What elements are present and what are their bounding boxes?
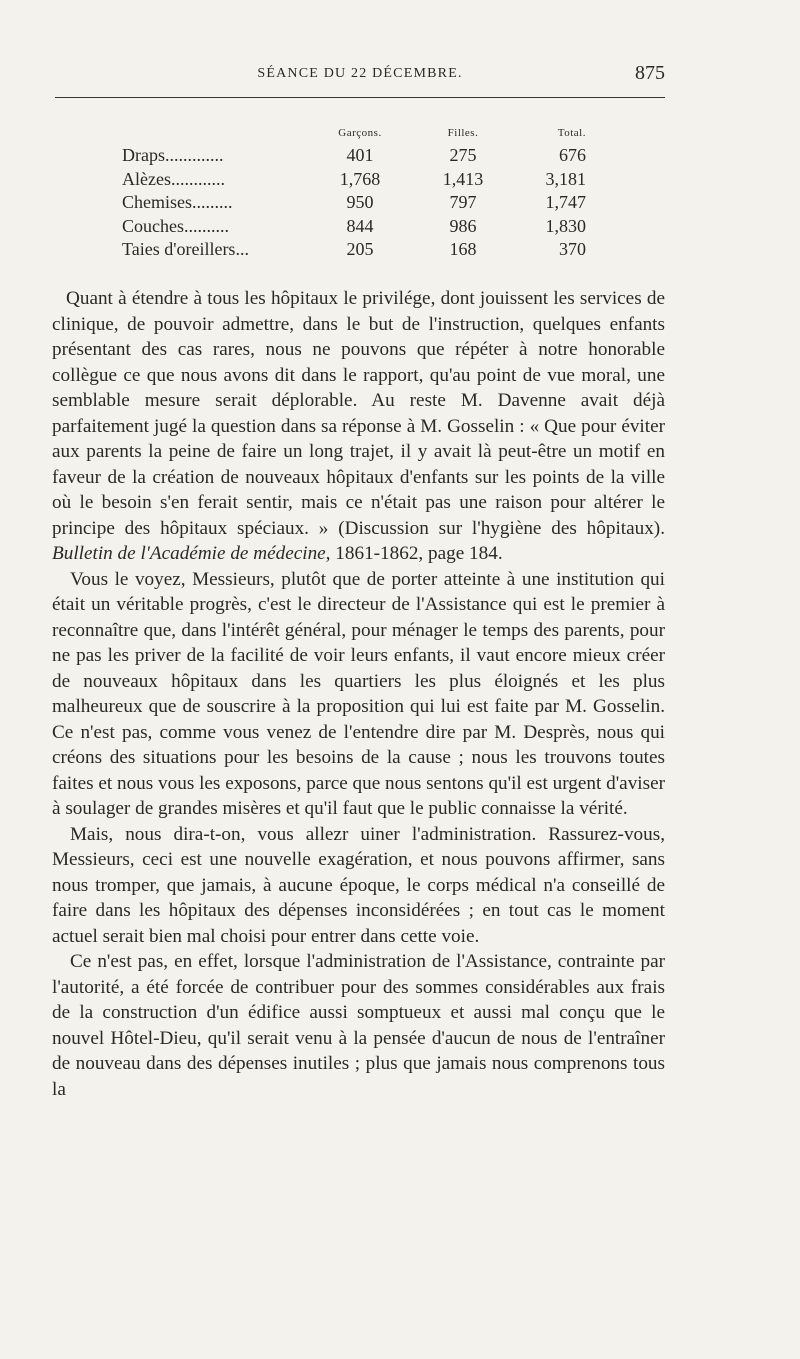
paragraph: Vous le voyez, Messieurs, plutôt que de porter atteinte à une institution qui était un véritable progrès, c'est le directeur de l'Assistance qui est le premier à reconnaître que, dans l'intérêt général, pour ménager le temps des parents, pour ne pas les priver de la facilité de voir leurs enfants, il vaut encore mieux créer de nouveaux hôpitaux dans les quartiers les plus éloignés et les plus malheureux que de souscrire à la proposition qui lui est faite par M. Gosselin. Ce n'est pas, comme vous venez de l'entendre dire par M. Desprès, nous qui créons des situations pour les besoins de la cause ; nous les trouvons toutes faites et nous vous les exposons, parce que nous sentons qu'il est urgent d'aviser à soulager de grandes misères et qu'il faut que le public connaisse la vérité.: [52, 568, 665, 819]
cell-boys: 205: [346, 239, 374, 260]
table-row: [120, 192, 600, 216]
table-header: [120, 125, 600, 145]
paragraph: Ce n'est pas, en effet, lorsque l'administration de l'Assistance, contrainte par l'autorité, a été forcée de contribuer pour des sommes considérables aux frais de la construction d'un édifice aussi somptueux et aussi mal conçu que le nouvel Hôtel-Dieu, qu'il serait venu à la pensée d'aucun de nous de l'entraîner de nouveau dans des dépenses inutiles ; plus que jamais nous comprenons tous la: [52, 951, 665, 1100]
row-label: Couches..........: [122, 215, 229, 236]
body-text: [52, 286, 665, 1102]
row-label: Alèzes............: [122, 168, 225, 189]
column-header-total: Total.: [557, 127, 586, 139]
cell-total: 3,181: [545, 168, 586, 189]
page-number: 875: [635, 62, 665, 84]
cell-girls: 1,413: [442, 168, 484, 189]
linen-table: [120, 125, 600, 263]
cell-girls: 986: [449, 215, 477, 236]
paragraph: Mais, nous dira-t-on, vous allezr uiner l'administration. Rassurez-vous, Messieurs, ceci est une nouvelle exagération, et nous pouvons affirmer, sans nous tromper, que jamais, à aucune époque, le corps médical n'a conseillé de faire dans les hôpitaux des dépenses inconsidérées ; en tout cas le moment actuel serait bien mal choisi pour entrer dans cette voie.: [52, 823, 665, 947]
paragraph: [52, 286, 665, 567]
cell-boys: 1,768: [339, 168, 381, 189]
row-label: Draps.............: [122, 145, 224, 165]
cell-boys: 950: [346, 192, 374, 213]
column-header-girls: Filles.: [447, 127, 479, 139]
table-row: [120, 216, 600, 240]
cell-total: 370: [559, 239, 586, 260]
table-row: [120, 239, 600, 263]
cell-girls: 797: [449, 192, 477, 213]
running-title: SÉANCE DU 22 DÉCEMBRE.: [257, 66, 463, 81]
header-rule: [55, 97, 665, 98]
citation-details: 1861-1862, page 184.: [330, 543, 503, 564]
cell-total: 1,747: [545, 192, 586, 213]
row-label: Taies d'oreillers...: [122, 239, 249, 260]
paragraph-text: Quant à étendre à tous les hôpitaux le privilége, dont jouissent les services de clinique, de pouvoir admettre, dans le but de l'instruction, quelques enfants présentant des cas rares, nous ne pouvons que répéter à notre honorable collègue ce que nous avons dit dans le rapport, qu'au point de vue moral, une semblable mesure serait déplorable. Au reste M. Davenne avait déjà parfaitement jugé la question dans sa réponse à M. Gosselin : « Que pour éviter aux parents la peine de faire un long trajet, il y avait là peut-être un motif en faveur de la création de nouveaux hôpitaux d'enfants sur les points de la ville où le besoin s'en ferait sentir, mais ce n'était pas une raison pour altérer le principe des hôpitaux spéciaux. » (Discussion sur l'hygiène des hôpitaux).: [52, 288, 665, 539]
cell-total: 1,830: [545, 215, 586, 236]
running-head: [55, 62, 665, 86]
cell-total: 676: [559, 145, 586, 165]
cell-boys: 401: [346, 145, 374, 165]
row-label: Chemises.........: [122, 192, 233, 213]
cell-girls: 275: [449, 145, 477, 165]
table-row: [120, 145, 600, 169]
cell-boys: 844: [346, 215, 374, 236]
table-row: [120, 169, 600, 193]
column-header-boys: Garçons.: [338, 127, 382, 139]
cell-girls: 168: [449, 239, 477, 260]
citation-title: Bulletin de l'Académie de médecine,: [52, 543, 331, 564]
